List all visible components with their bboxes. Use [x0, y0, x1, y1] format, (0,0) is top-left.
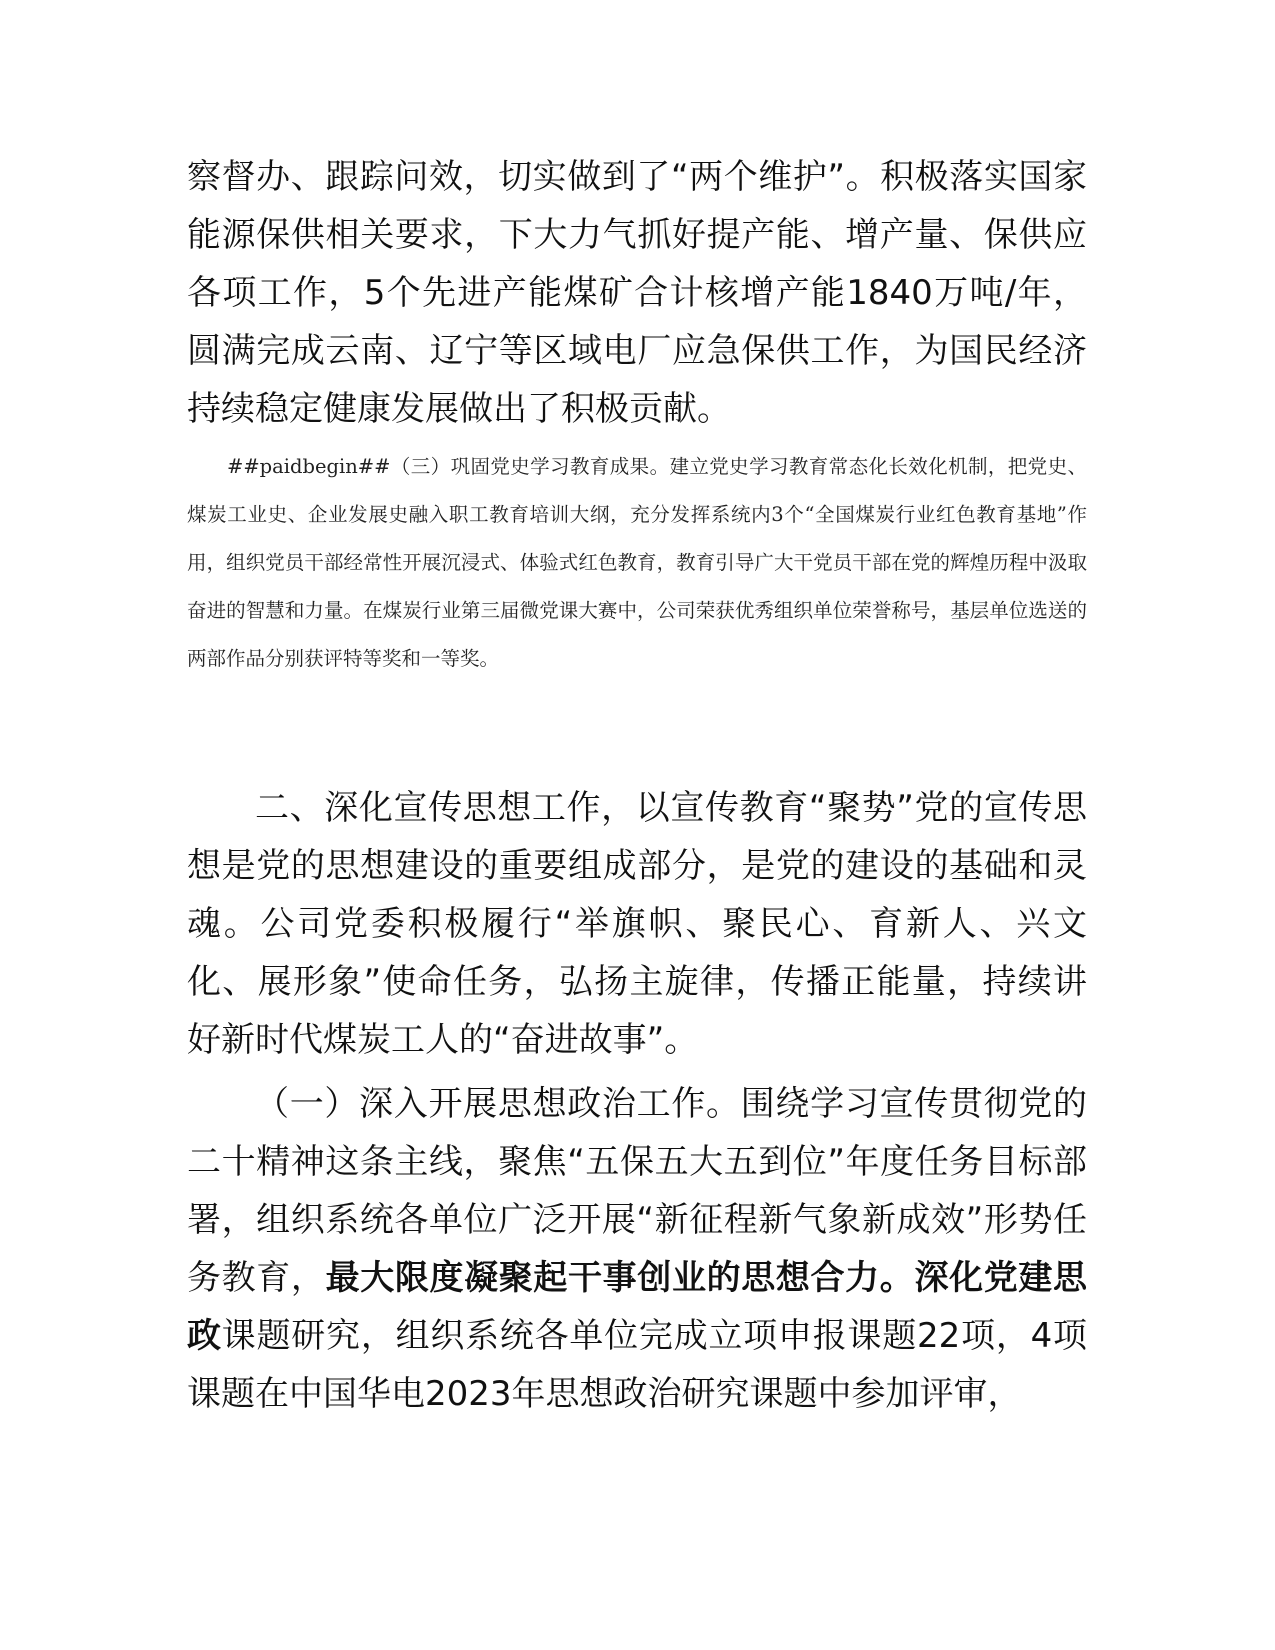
paragraph-energy-supply: 察督办、跟踪问效，切实做到了“两个维护”。积极落实国家能源保供相关要求，下大力气抓好提产能、增产量、保供应各项工作，5个先进产能煤矿合计核增产能1840万吨/年，圆满完成云南、辽宁等区域电厂应急保供工作，为国民经济持续稳定健康发展做出了积极贡献。 [187, 157, 1087, 429]
paragraph-ideological-political-work [187, 1075, 1087, 1423]
paragraph-part-a: （一）深入开展思想政治工作。围绕学习宣传贯彻党的二十精神这条主线，聚焦“五保五大五到位”年度任务目标部署，组织系统各单位广泛开展“新征程新气象新成效”形势任务教育， [187, 1084, 1087, 1298]
paragraph-party-history-education: ##paidbegin##（三）巩固党史学习教育成果。建立党史学习教育常态化长效化机制，把党史、煤炭工业史、企业发展史融入职工教育培训大纲，充分发挥系统内3个“全国煤炭行业红色教育基地”作用，组织党员干部经常性开展沉浸式、体验式红色教育，教育引导广大干党员干部在党的辉煌历程中汲取奋进的智慧和力量。在煤炭行业第三届微党课大赛中，公司荣获优秀组织单位荣誉称号，基层单位选送的两部作品分别获评特等奖和一等奖。 [187, 455, 1087, 670]
paragraph-part-b: 最大限度凝聚起干事创业的思想合力。深化党建思政 [187, 1258, 1088, 1356]
paragraph-part-c: 课题研究，组织系统各单位完成立项申报课题22项，4项课题在中国华电2023年思想政治研究课题中参加评审， [187, 1316, 1087, 1414]
section-party-history [187, 443, 1087, 683]
heading-paragraph-publicity-work: 二、深化宣传思想工作，以宣传教育“聚势”党的宣传思想是党的思想建设的重要组成部分，是党的建设的基础和灵魂。公司党委积极履行“举旗帜、聚民心、育新人、兴文化、展形象”使命任务，弘扬主旋律，传播正能量，持续讲好新时代煤炭工人的“奋进故事”。 [187, 788, 1087, 1060]
paragraph-continuation [187, 148, 1087, 438]
section-publicity-thought [187, 779, 1087, 1069]
section-ideological-work [187, 1075, 1087, 1423]
